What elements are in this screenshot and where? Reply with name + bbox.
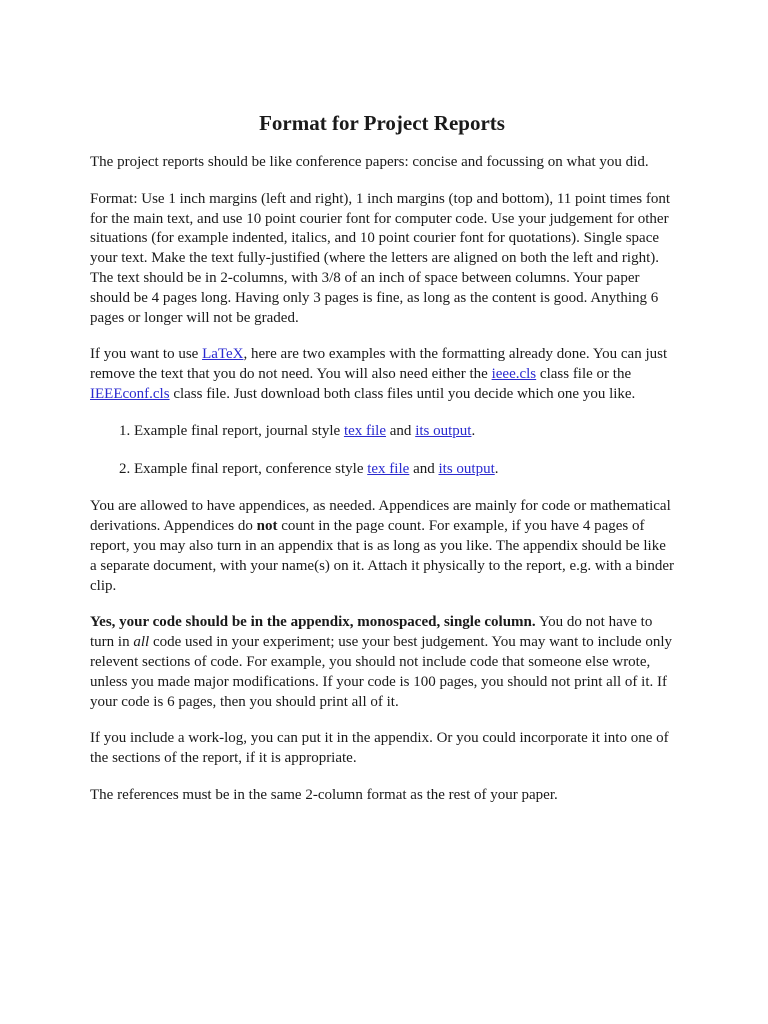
- and-text: and: [386, 422, 416, 439]
- list-item: [134, 422, 674, 442]
- appendices-paragraph: [90, 497, 674, 596]
- period: .: [494, 460, 499, 477]
- latex-paragraph: [90, 345, 674, 404]
- example-label: Example final report, conference style: [134, 460, 368, 477]
- ieeeconf-cls-link[interactable]: IEEEconf.cls: [90, 385, 170, 402]
- code-text-pre: You do not have to turn in: [90, 614, 653, 651]
- tex-file-link[interactable]: tex file: [343, 422, 387, 439]
- output-link[interactable]: its output: [415, 422, 472, 439]
- list-item: [134, 460, 674, 480]
- output-link[interactable]: its output: [438, 460, 495, 477]
- worklog-paragraph: If you include a work-log, you can put it in the appendix. Or you could incorporate it into one of the sections of the report, if it is appropriate.: [90, 730, 669, 767]
- code-italic-all: all: [133, 634, 150, 651]
- latex-text-mid2: class file or the: [536, 366, 632, 383]
- page-title: Format for Project Reports: [259, 111, 505, 135]
- references-paragraph: The references must be in the same 2-column format as the rest of your paper.: [90, 786, 558, 803]
- code-bold-heading: Yes, your code should be in the appendix, monospaced, single column.: [90, 614, 536, 631]
- latex-link[interactable]: LaTeX: [202, 346, 244, 363]
- period: .: [471, 422, 476, 439]
- appendices-bold-not: not: [256, 518, 278, 535]
- appendices-text-pre: You are allowed to have appendices, as needed. Appendices are mainly for code or mathematical derivations. Appendices do: [90, 498, 671, 535]
- examples-list: [90, 422, 674, 480]
- latex-text-post: class file. Just download both class files until you decide which one you like.: [169, 385, 636, 402]
- code-paragraph: [90, 613, 674, 712]
- code-text-post: code used in your experiment; use your best judgement. You may want to include only relevent sections of code. For example, you should not include code that someone else wrote, unless you made major modifications. If your code is 100 pages, you should not print all of it. If your code is 6 pages, then you should print all of it.: [90, 634, 673, 710]
- tex-file-link[interactable]: tex file: [367, 460, 410, 477]
- document-page: [90, 110, 674, 823]
- format-paragraph: Format: Use 1 inch margins (left and right), 1 inch margins (top and bottom), 11 point times font for the main text, and use 10 point courier font for computer code. Use your judgement for other situations (for example indented, italics, and 10 point courier font for quotations). Single space your text. Make the text fully-justified (where the letters are aligned on both the left and right). The text should be in 2-columns, with 3/8 of an inch of space between columns. Your paper should be 4 pages long. Having only 3 pages is fine, as long as the content is good. Anything 6 pages or longer will not be graded.: [90, 190, 671, 326]
- appendices-text-post: count in the page count. For example, if you have 4 pages of report, you may also turn in an appendix that is as long as you like. The appendix should be like a separate document, with your name(s) on it. Attach it physically to the report, e.g. with a binder clip.: [90, 518, 675, 594]
- example-label: Example final report, journal style: [134, 422, 344, 439]
- ieee-cls-link[interactable]: ieee.cls: [491, 366, 537, 383]
- and-text: and: [409, 460, 439, 477]
- latex-text-mid1: , here are two examples with the formatting already done. You can just remove the text that you do not need. You will also need either the: [90, 346, 668, 383]
- intro-paragraph: The project reports should be like conference papers: concise and focussing on what you did.: [90, 154, 649, 170]
- latex-text-pre: If you want to use: [90, 346, 203, 363]
